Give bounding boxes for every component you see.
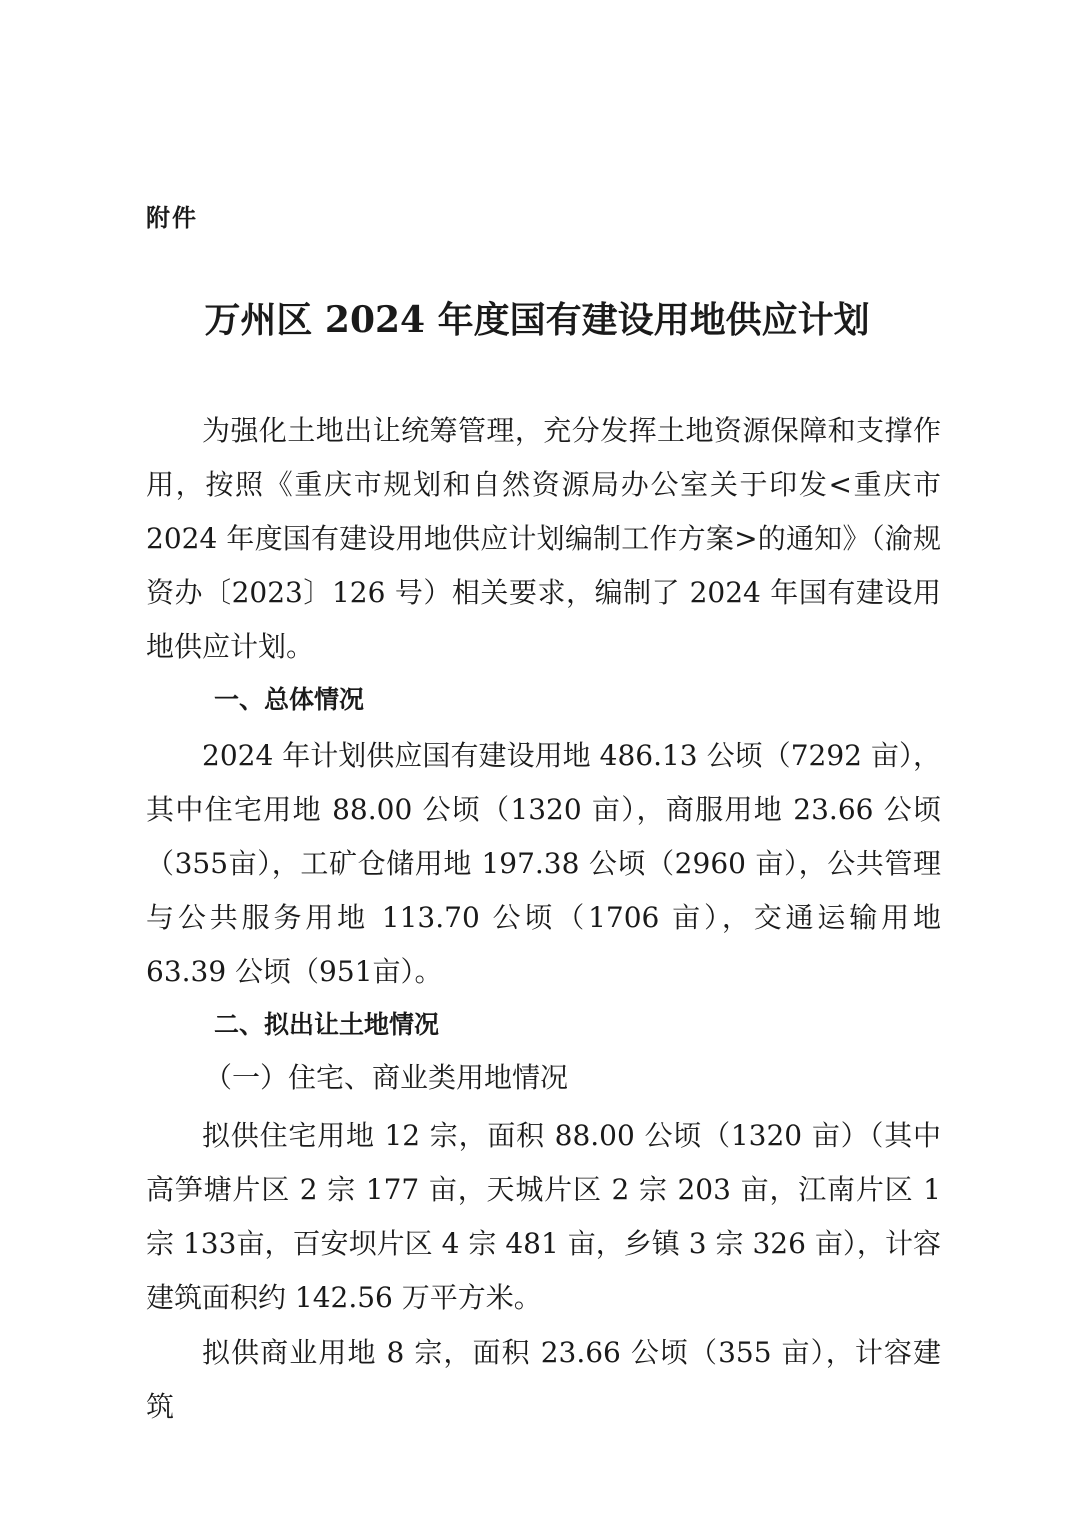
overview-paragraph: 2024 年计划供应国有建设用地 486.13 公顷（7292 亩），其中住宅用地 88.00 公顷（1320 亩），商服用地 23.66 公顷（355亩），工矿仓储用地 197.38 公顷（2960 亩），公共管理与公共服务用地 113.70 公顷（1706 亩），交通运输用地 63.39 公顷（951亩）。 [146, 739, 941, 988]
commercial-paragraph: 拟供商业用地 8 宗，面积 23.66 公顷（355 亩），计容建筑 [146, 1336, 941, 1423]
subheading-residential-commercial: （一）住宅、商业类用地情况 [204, 1061, 569, 1094]
commercial-paragraph-block [146, 1326, 941, 1434]
residential-paragraph-block [146, 1109, 941, 1325]
document-title: 万州区 2024 年度国有建设用地供应计划 [204, 299, 870, 341]
intro-paragraph-block [146, 404, 941, 674]
section-heading-overview: 一、总体情况 [214, 685, 365, 714]
overview-paragraph-block [146, 729, 941, 999]
intro-paragraph: 为强化土地出让统筹管理，充分发挥土地资源保障和支撑作用，按照《重庆市规划和自然资源局办公室关于印发<重庆市2024 年度国有建设用地供应计划编制工作方案>的通知》（渝规资办〔2023〕126 号）相关要求，编制了 2024 年国有建设用地供应计划。 [146, 414, 941, 663]
residential-paragraph: 拟供住宅用地 12 宗，面积 88.00 公顷（1320 亩）（其中高笋塘片区 2 宗 177 亩，天城片区 2 宗 203 亩，江南片区 1 宗 133亩，百安坝片区 4 宗 481 亩，乡镇 3 宗 326 亩），计容建筑面积约 142.56 万平方米。 [146, 1119, 941, 1314]
attachment-label: 附件 [146, 204, 198, 232]
section-heading-land-transfer: 二、拟出让土地情况 [214, 1010, 440, 1039]
